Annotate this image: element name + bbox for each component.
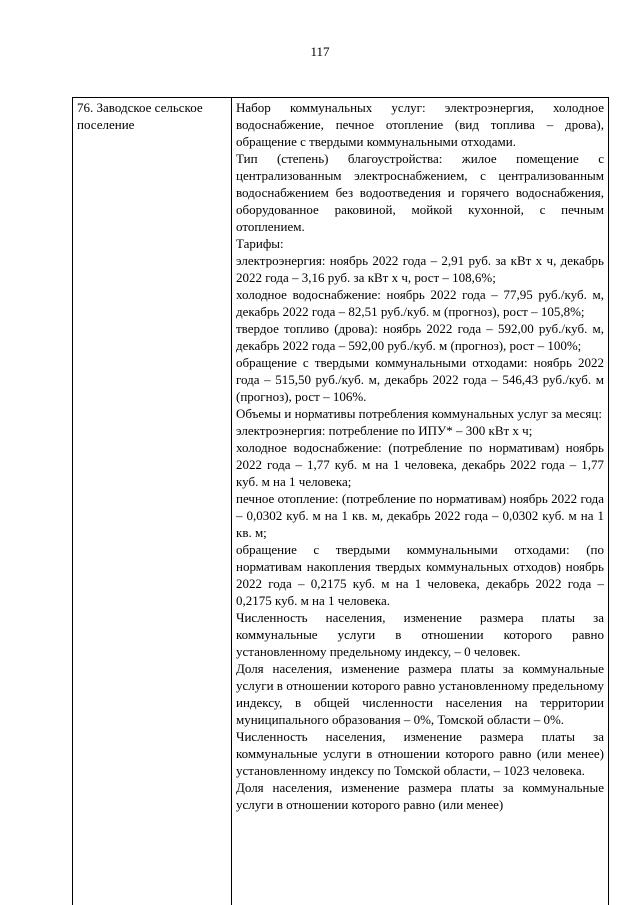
paragraph-service-set: Набор коммунальных услуг: электроэнергия, холодное водоснабжение, печное отопление (вид топлива – дрова), обращение с твердыми коммунальными отходами. [236,100,604,149]
paragraph-volume-heating: печное отопление: (потребление по нормативам) ноябрь 2022 года – 0,0302 куб. м на 1 кв. м, декабрь 2022 года – 0,0302 куб. м на 1 кв. м; [236,491,604,540]
paragraph-volume-cold-water: холодное водоснабжение: (потребление по нормативам) ноябрь 2022 года – 1,77 куб. м на 1 человека, декабрь 2022 года – 1,77 куб. м на 1 человека; [236,440,604,489]
paragraph-population-limit: Численность населения, изменение размера платы за коммунальные услуги в отношении которого равно установленному предельному индексу, – 0 человек. [236,610,604,659]
paragraph-tariff-solid-fuel: твердое топливо (дрова): ноябрь 2022 года – 592,00 руб./куб. м, декабрь 2022 года – 592,00 руб./куб. м (прогноз), рост – 100%; [236,321,604,353]
paragraph-tariff-waste: обращение с твердыми коммунальными отходами: ноябрь 2022 года – 515,50 руб./куб. м, декабрь 2022 года – 546,43 руб./куб. м (прогноз), рост – 106%. [236,355,604,404]
paragraph-amenity-type: Тип (степень) благоустройства: жилое помещение с централизованным электроснабжением, с централизованным водоснабжением без водоотведения и горячего водоснабжения, оборудованное раковиной, мойкой кухонной, с печным отоплением. [236,151,604,234]
settlement-cell [73,98,232,905]
paragraph-volume-electricity: электроэнергия: потребление по ИПУ* – 300 кВт х ч; [236,423,533,438]
tariff-table [72,97,609,905]
paragraph-population-index: Численность населения, изменение размера платы за коммунальные услуги в отношении которого равно (или менее) установленному индексу по Томской области, – 1023 человека. [236,729,604,778]
settlement-name: 76. Заводское сельское поселение [77,100,203,132]
paragraph-tariff-electricity: электроэнергия: ноябрь 2022 года – 2,91 руб. за кВт х ч, декабрь 2022 года – 3,16 руб. за кВт х ч, рост – 108,6%; [236,253,604,285]
page-number: 117 [310,44,330,59]
paragraph-tariffs-heading: Тарифы: [236,236,284,251]
paragraph-volume-waste: обращение с твердыми коммунальными отходами: (по нормативам накопления твердых коммунальных отходов) ноябрь 2022 года – 0,2175 куб. м на 1 человека, декабрь 2022 года – 0,2175 куб. м на 1 человека. [236,542,604,608]
table-row [73,98,609,905]
description-cell [232,98,609,905]
paragraph-volumes-heading: Объемы и нормативы потребления коммунальных услуг за месяц: [236,406,602,421]
paragraph-share-limit: Доля населения, изменение размера платы за коммунальные услуги в отношении которого равно установленному предельному индексу, в общей численности населения на территории муниципального образования – 0%, Томской области – 0%. [236,661,604,727]
paragraph-share-index: Доля населения, изменение размера платы за коммунальные услуги в отношении которого равно (или менее) [236,780,604,812]
paragraph-tariff-cold-water: холодное водоснабжение: ноябрь 2022 года – 77,95 руб./куб. м, декабрь 2022 года – 82,51 руб./куб. м (прогноз), рост – 105,8%; [236,287,604,319]
